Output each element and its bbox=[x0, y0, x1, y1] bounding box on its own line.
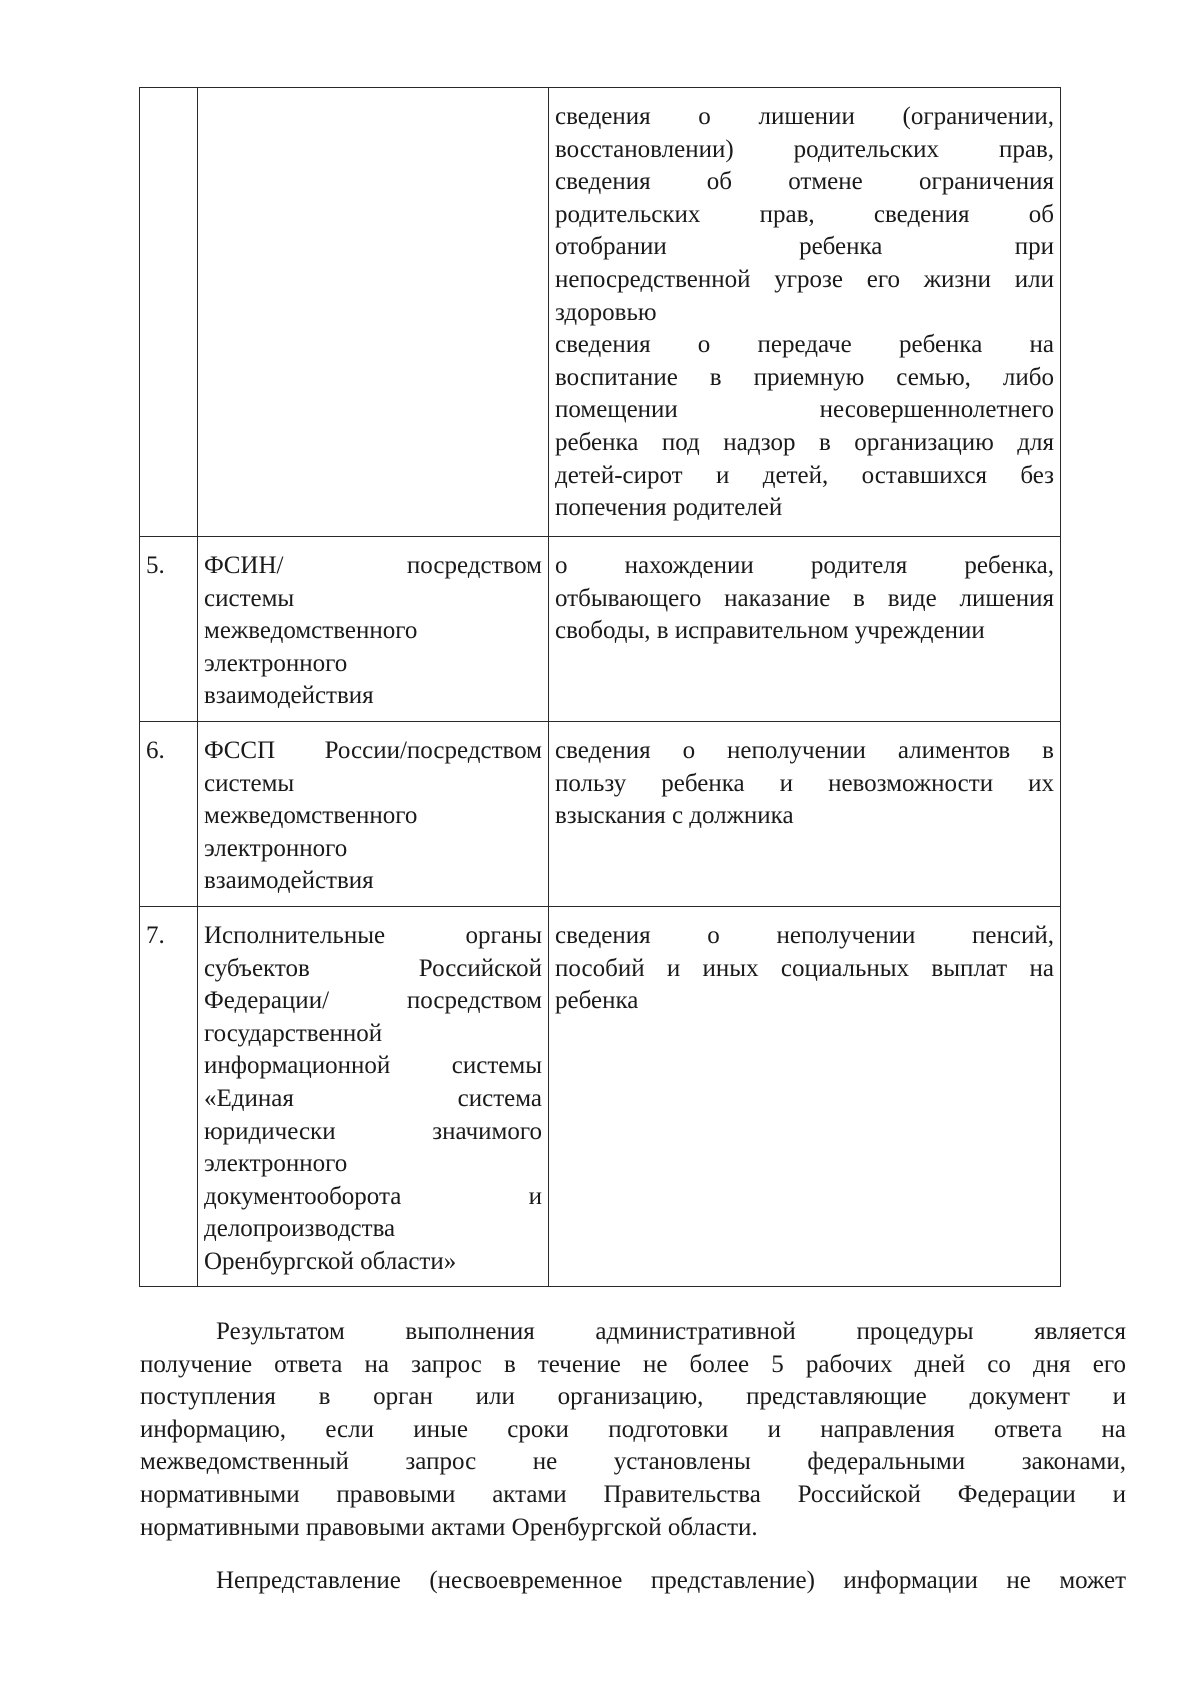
source-text-line: электронного bbox=[204, 834, 348, 862]
information-cell bbox=[549, 906, 1061, 1287]
source-text-line: межведомственного bbox=[204, 617, 418, 645]
source-text-line: Федерации/ посредством bbox=[204, 987, 542, 1015]
paragraph-line: нормативными правовыми актами Оренбургской области. bbox=[140, 1513, 758, 1541]
source-text-line: межведомственного bbox=[204, 802, 418, 830]
information-text-line: детей-сирот и детей, оставшихся без bbox=[555, 461, 1054, 489]
information-text-line: здоровью bbox=[555, 298, 657, 326]
paragraph-line: информацию, если иные сроки подготовки и направления ответа на bbox=[140, 1415, 1126, 1443]
source-text-line: ФСИН/ посредством bbox=[204, 552, 542, 579]
paragraph-line: Непредставление (несвоевременное представление) информации не может bbox=[216, 1567, 1126, 1594]
information-text-line: помещении несовершеннолетнего bbox=[555, 396, 1054, 424]
result-paragraph bbox=[140, 1316, 1126, 1544]
row-number-cell bbox=[140, 906, 198, 1287]
source-cell bbox=[198, 537, 549, 722]
row-number: 5. bbox=[146, 552, 165, 579]
row-number-cell bbox=[140, 721, 198, 906]
information-text-line: ребенка под надзор в организацию для bbox=[555, 428, 1054, 456]
source-text-line: Оренбургской области» bbox=[204, 1247, 457, 1275]
paragraph-line: получение ответа на запрос в течение не более 5 рабочих дней со дня его bbox=[140, 1350, 1126, 1378]
information-text-line: воспитание в приемную семью, либо bbox=[555, 363, 1054, 391]
paragraph-line: Результатом выполнения административной процедуры является bbox=[216, 1318, 1126, 1345]
table-row bbox=[140, 721, 1061, 906]
source-cell bbox=[198, 906, 549, 1287]
information-text-line: сведения о лишении (ограничении, bbox=[555, 103, 1054, 130]
information-text-line: сведения о передаче ребенка на bbox=[555, 331, 1054, 359]
information-text-line: ребенка bbox=[555, 987, 639, 1015]
data-sources-table bbox=[139, 87, 1061, 1287]
paragraph-line: поступления в орган или организацию, представляющие документ и bbox=[140, 1383, 1126, 1411]
table-row bbox=[140, 906, 1061, 1287]
row-number: 7. bbox=[146, 921, 165, 949]
source-text-line: делопроизводства bbox=[204, 1215, 396, 1243]
source-text-line: юридически значимого bbox=[204, 1117, 542, 1145]
information-text-line: о нахождении родителя ребенка, bbox=[555, 552, 1054, 579]
information-text-line: сведения о неполучении пенсий, bbox=[555, 921, 1054, 949]
source-text-line: системы bbox=[204, 584, 295, 612]
row-number-cell bbox=[140, 88, 198, 537]
source-text-line: взаимодействия bbox=[204, 682, 374, 710]
source-text-line: ФССП России/посредством bbox=[204, 736, 542, 764]
table-row bbox=[140, 537, 1061, 722]
table-row bbox=[140, 88, 1061, 537]
source-text-line: электронного bbox=[204, 1150, 348, 1178]
information-text-line: сведения о неполучении алиментов в bbox=[555, 736, 1054, 764]
source-text-line: документооборота и bbox=[204, 1182, 542, 1210]
row-number: 6. bbox=[146, 736, 165, 764]
row-number-cell bbox=[140, 537, 198, 722]
paragraph-line: межведомственный запрос не установлены федеральными законами, bbox=[140, 1448, 1126, 1476]
source-text-line: «Единая система bbox=[204, 1084, 542, 1112]
source-text-line: информационной системы bbox=[204, 1052, 542, 1080]
source-cell bbox=[198, 88, 549, 537]
source-text-line: субъектов Российской bbox=[204, 954, 542, 982]
information-text-line: сведения об отмене ограничения bbox=[555, 168, 1054, 196]
information-text-line: отбывающего наказание в виде лишения bbox=[555, 584, 1054, 612]
information-cell bbox=[549, 721, 1061, 906]
source-text-line: взаимодействия bbox=[204, 867, 374, 895]
information-text-line: пособий и иных социальных выплат на bbox=[555, 954, 1054, 982]
source-text-line: системы bbox=[204, 769, 295, 797]
information-text-line: попечения родителей bbox=[555, 494, 783, 522]
information-text-line: пользу ребенка и невозможности их bbox=[555, 769, 1054, 797]
information-text-line: родительских прав, сведения об bbox=[555, 200, 1054, 228]
information-text-line: взыскания с должника bbox=[555, 802, 794, 830]
non-submission-paragraph bbox=[140, 1565, 1126, 1598]
information-text-line: непосредственной угрозе его жизни или bbox=[555, 265, 1054, 293]
information-text-line: восстановлении) родительских прав, bbox=[555, 135, 1054, 163]
paragraph-line: нормативными правовыми актами Правительства Российской Федерации и bbox=[140, 1480, 1126, 1508]
information-text-line: свободы, в исправительном учреждении bbox=[555, 617, 985, 645]
source-text-line: Исполнительные органы bbox=[204, 921, 542, 949]
information-cell bbox=[549, 537, 1061, 722]
information-text-line: отобрании ребенка при bbox=[555, 233, 1054, 261]
source-text-line: электронного bbox=[204, 649, 348, 677]
information-cell bbox=[549, 88, 1061, 537]
source-cell bbox=[198, 721, 549, 906]
source-text-line: государственной bbox=[204, 1019, 383, 1047]
